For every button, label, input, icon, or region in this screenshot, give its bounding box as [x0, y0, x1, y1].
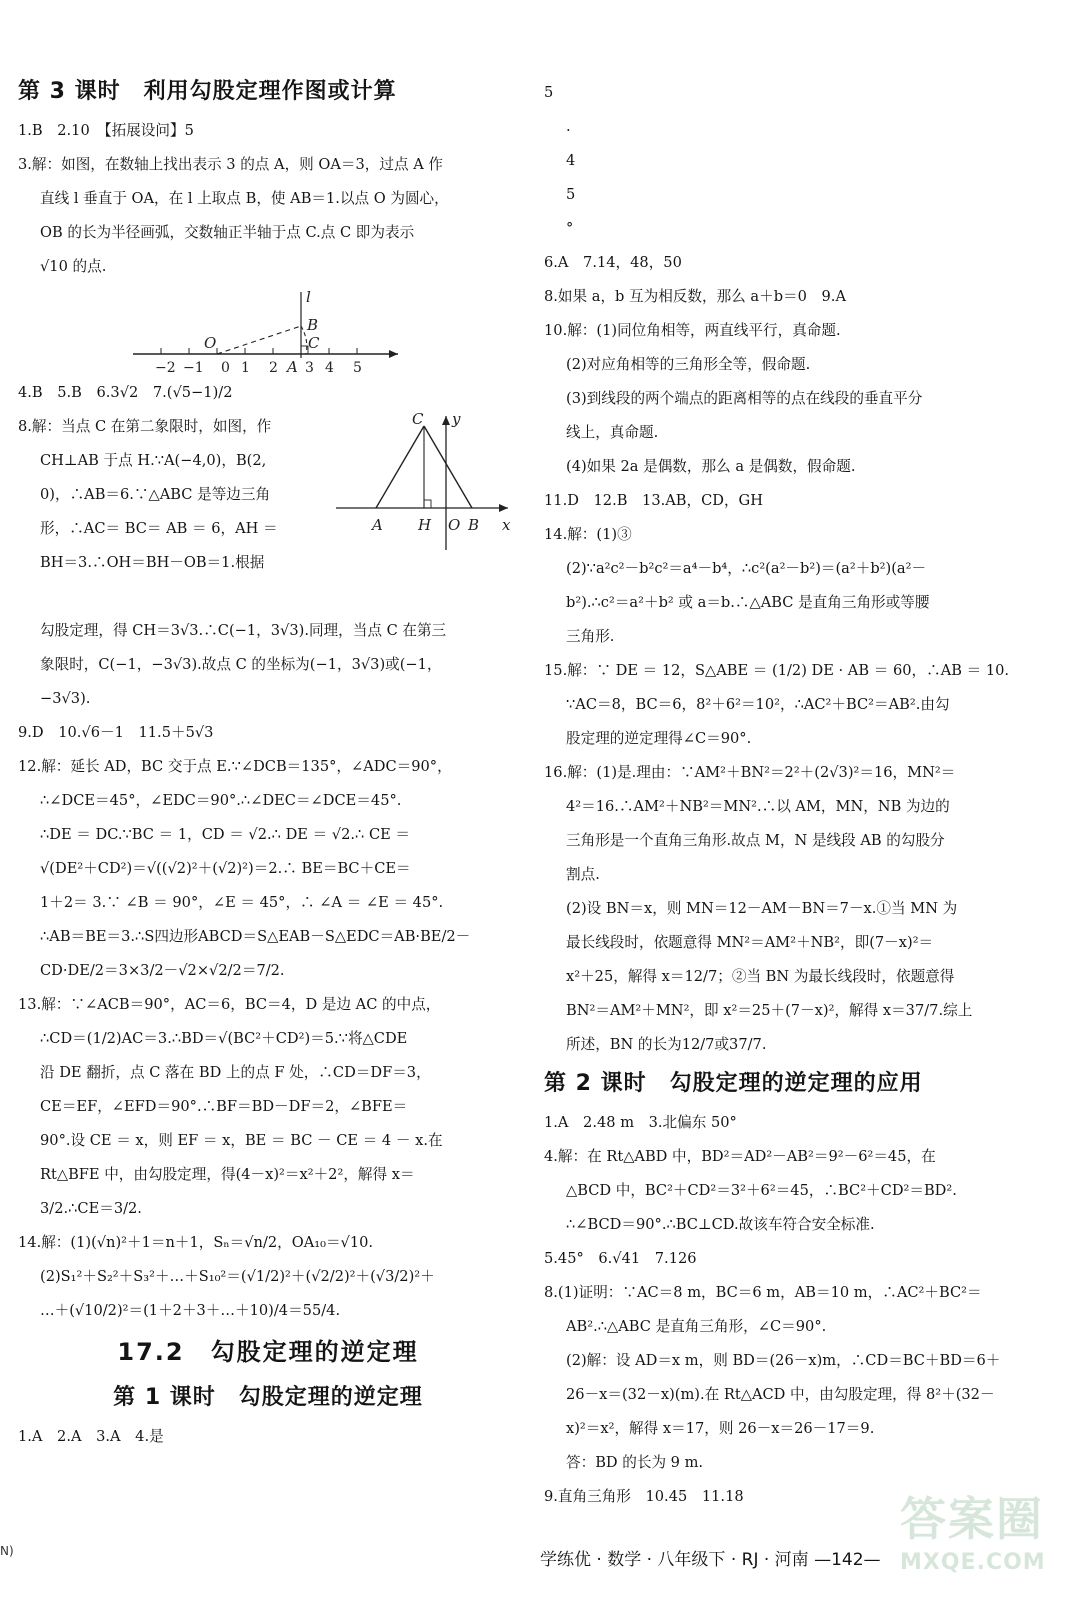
answer-line: 沿 DE 翻折，点 C 落在 BD 上的点 F 处，∴CD＝DF＝3， [40, 1064, 431, 1081]
answer-line: (2)∵a²c²－b²c²＝a⁴－b⁴，∴c²(a²－b²)＝(a²＋b²)(a²－ [566, 560, 927, 577]
answer-line: △BCD 中，BC²＋CD²＝3²＋6²＝45，∴BC²＋CD²＝BD². [566, 1182, 957, 1199]
q8-block [18, 410, 518, 648]
answer-line: 三角形是一个直角三角形.故点 M，N 是线段 AB 的勾股分 [566, 832, 945, 849]
answer-line: 12.解：延长 AD，BC 交于点 E.∵∠DCB＝135°，∠ADC＝90°， [18, 758, 452, 775]
answer-line: (2)对应角相等的三角形全等，假命题. [566, 356, 811, 373]
answer-line: 直线 l 垂直于 OA，在 l 上取点 B，使 AB＝1.以点 O 为圆心， [40, 190, 449, 207]
answer-line: 13.解：∵∠ACB＝90°，AC＝6，BC＝4，D 是边 AC 的中点， [18, 996, 441, 1013]
answer-line: 6.A 7.14，48，50 [544, 254, 682, 271]
label-x: x [502, 516, 511, 534]
answer-line: CD·DE/2＝3×3/2－√2×√2/2＝7/2. [40, 962, 285, 979]
number-line-figure [18, 284, 518, 376]
answer-line: x²＋25，解得 x＝12/7；②当 BN 为最长线段时，依题意得 [566, 968, 955, 985]
answer-line: (4)如果 2a 是偶数，那么 a 是偶数，假命题. [566, 458, 856, 475]
answer-line: ∴∠BCD＝90°.∴BC⊥CD.故该车符合安全标准. [566, 1216, 875, 1233]
label-O: O [204, 334, 217, 352]
answer-line: CE＝EF，∠EFD＝90°.∴BF＝BD－DF＝2，∠BFE＝ [40, 1098, 408, 1115]
answer-line: ° [566, 220, 574, 237]
answer-line: 三角形. [566, 628, 615, 645]
answer-line: 股定理的逆定理得∠C＝90°. [566, 730, 752, 747]
answer-line: 4.B 5.B 6.3√2 7.(√5−1)/2 [18, 384, 233, 401]
answer-line: …＋(√10/2)²＝(1＋2＋3＋…＋10)/4＝55/4. [40, 1302, 341, 1319]
label-C: C [412, 410, 424, 428]
answer-line: 5 [544, 84, 554, 101]
section-title: 17.2 勾股定理的逆定理 [117, 1338, 419, 1366]
tick-label: 4 [325, 360, 334, 376]
answer-line: 3/2.∴CE＝3/2. [40, 1200, 142, 1217]
label-A: A [287, 358, 298, 376]
answer-line: 4 [566, 152, 576, 169]
answer-line: 4.解：在 Rt△ABD 中，BD²＝AD²－AB²＝9²－6²＝45，在 [544, 1148, 936, 1165]
label-A: A [372, 516, 383, 534]
answer-line: 14.解：(1)(√n)²＋1＝n＋1，Sₙ＝√n/2，OA₁₀＝√10. [18, 1234, 374, 1251]
label-B: B [468, 516, 480, 534]
tick-label: 0 [221, 360, 230, 376]
label-B: B [307, 316, 319, 334]
answer-line: 所述，BN 的长为12/7或37/7. [566, 1036, 767, 1053]
answer-line: 答：BD 的长为 9 m. [566, 1454, 704, 1471]
answer-line: 割点. [566, 866, 600, 883]
answer-line: x)²＝x²，解得 x＝17，则 26－x＝26－17＝9. [566, 1420, 875, 1437]
answer-line: ∴DE ＝ DC.∵BC ＝ 1，CD ＝ √2.∴ DE ＝ √2.∴ CE ＝ [40, 826, 411, 843]
answer-line: 象限时，C(−1，−3√3).故点 C 的坐标为(−1，3√3)或(−1， [40, 656, 442, 673]
answer-line: 4²＝16.∴AM²＋NB²＝MN².∴以 AM，MN，NB 为边的 [566, 798, 950, 815]
left-column [18, 70, 518, 1454]
answer-line: 0)，∴AB＝6.∵△ABC 是等边三角 [40, 486, 271, 503]
answer-line: AB².∴△ABC 是直角三角形，∠C＝90°. [566, 1318, 827, 1335]
tick-label: −2 [155, 360, 176, 376]
answer-line: (3)到线段的两个端点的距离相等的点在线段的垂直平分 [566, 390, 923, 407]
answer-line: 最长线段时，依题意得 MN²＝AM²＋NB²，即(7－x)²＝ [566, 934, 934, 951]
answer-line: 1.A 2.48 m 3.北偏东 50° [544, 1114, 737, 1131]
answer-line: 8.(1)证明：∵AC＝8 m，BC＝6 m，AB＝10 m，∴AC²＋BC²＝ [544, 1284, 982, 1301]
answer-line: √(DE²＋CD²)＝√((√2)²＋(√2)²)＝2.∴ BE＝BC＋CE＝ [40, 860, 411, 877]
answer-line: (2)解：设 AD＝x m，则 BD＝(26－x)m，∴CD＝BC＋BD＝6＋ [566, 1352, 1001, 1369]
answer-line: 5 [566, 186, 576, 203]
number-line-diagram [18, 284, 518, 376]
answer-line: 16.解：(1)是.理由：∵AM²＋BN²＝2²＋(2√3)²＝16，MN²＝ [544, 764, 956, 781]
answer-line: 9.D 10.√6－1 11.5＋5√3 [18, 724, 214, 741]
tick-label: 5 [353, 360, 362, 376]
page-footer: 学练优 · 数学 · 八年级下 · RJ · 河南 —142— [540, 1550, 881, 1570]
answer-line: (2)S₁²＋S₂²＋S₃²＋…＋S₁₀²＝(√1/2)²＋(√2/2)²＋(√3/2)²＋ [40, 1268, 435, 1285]
answer-line: 15.解：∵ DE ＝ 12，S△ABE ＝ (1/2) DE · AB ＝ 60，∴AB ＝ 10. [544, 662, 1010, 679]
answer-line: b²).∴c²＝a²＋b² 或 a＝b.∴△ABC 是直角三角形或等腰 [566, 594, 930, 611]
answer-line: 线上，真命题. [566, 424, 659, 441]
tick-label: 3 [305, 360, 314, 376]
answer-line: 8.如果 a，b 互为相反数，那么 a＋b＝0 9.A [544, 288, 846, 305]
answer-line: 形，∴AC＝ BC＝ AB ＝ 6，AH ＝ [40, 520, 278, 537]
answer-line: 90°.设 CE ＝ x，则 EF ＝ x，BE ＝ BC － CE ＝ 4 － x.在 [40, 1132, 443, 1149]
answer-line: 1.A 2.A 3.A 4.是 [18, 1428, 164, 1445]
answer-line: 勾股定理，得 CH＝3√3.∴C(−1，3√3).同理，当点 C 在第三 [40, 622, 447, 639]
answer-line: ∴AB＝BE＝3.∴S四边形ABCD＝S△EAB－S△EDC＝AB·BE/2－ [40, 928, 471, 945]
answer-line: CH⊥AB 于点 H.∵A(−4,0)，B(2, [40, 452, 267, 469]
corner-mark: N) [0, 1544, 14, 1558]
answer-line: 26－x＝(32－x)(m).在 Rt△ACD 中，由勾股定理，得 8²＋(32－ [566, 1386, 995, 1403]
answer-line: ∴CD＝(1/2)AC＝3.∴BD＝√(BC²＋CD²)＝5.∵将△CDE [40, 1030, 408, 1047]
answer-line: 1.B 2.10 【拓展设问】5 [18, 122, 194, 139]
watermark-logo [900, 1490, 1080, 1595]
tick-label: 1 [241, 360, 250, 376]
label-y: y [452, 410, 461, 428]
answer-line: ∴∠DCE＝45°，∠EDC＝90°.∴∠DEC＝∠DCE＝45°. [40, 792, 402, 809]
answer-line: 3.解：如图，在数轴上找出表示 3 的点 A，则 OA＝3，过点 A 作 [18, 156, 443, 173]
label-C: C [308, 334, 320, 352]
answer-line: ∵AC＝8，BC＝6，8²＋6²＝10²，∴AC²＋BC²＝AB².由勾 [566, 696, 950, 713]
answer-line: Rt△BFE 中，由勾股定理，得(4－x)²＝x²＋2²，解得 x＝ [40, 1166, 415, 1183]
answer-line: . [566, 118, 571, 135]
tick-label: 2 [269, 360, 278, 376]
label-H: H [418, 516, 432, 534]
answer-line: 5.45° 6.√41 7.126 [544, 1250, 697, 1267]
answer-line: 1＋2＝ 3.∵ ∠B ＝ 90°，∠E ＝ 45°，∴ ∠A ＝ ∠E ＝ 45°. [40, 894, 444, 911]
answer-line: OB 的长为半径画弧，交数轴正半轴于点 C.点 C 即为表示 [40, 224, 415, 241]
lesson-title: 第 1 课时 勾股定理的逆定理 [113, 1385, 423, 1410]
right-column [544, 76, 1042, 1514]
answer-line: BN²＝AM²＋MN²，即 x²＝25＋(7－x)²，解得 x＝37/7.综上 [566, 1002, 973, 1019]
watermark-title: 答案圈 [900, 1492, 1044, 1546]
answer-line: 14.解：(1)③ [544, 526, 632, 543]
label-O: O [448, 516, 461, 534]
answer-line: √10 的点. [40, 258, 107, 275]
triangle-coordinate-diagram [336, 410, 516, 560]
answer-line: (2)设 BN＝x，则 MN＝12－AM－BN＝7－x.①当 MN 为 [566, 900, 958, 917]
lesson-title: 第 2 课时 勾股定理的逆定理的应用 [544, 1071, 923, 1096]
answer-line: −3√3). [40, 690, 91, 707]
answer-line: 9.直角三角形 10.45 11.18 [544, 1488, 744, 1505]
answer-line: BH＝3.∴OH＝BH－OB＝1.根据 [40, 554, 265, 571]
answer-line: 8.解：当点 C 在第二象限时，如图，作 [18, 418, 272, 435]
answer-line: 11.D 12.B 13.AB，CD，GH [544, 492, 763, 509]
answer-line: 10.解：(1)同位角相等，两直线平行，真命题. [544, 322, 841, 339]
lesson-title: 第 3 课时 利用勾股定理作图或计算 [18, 79, 397, 104]
tick-label: −1 [183, 360, 204, 376]
watermark-domain: MXQE.COM [900, 1550, 1046, 1575]
label-l: l [306, 288, 311, 306]
